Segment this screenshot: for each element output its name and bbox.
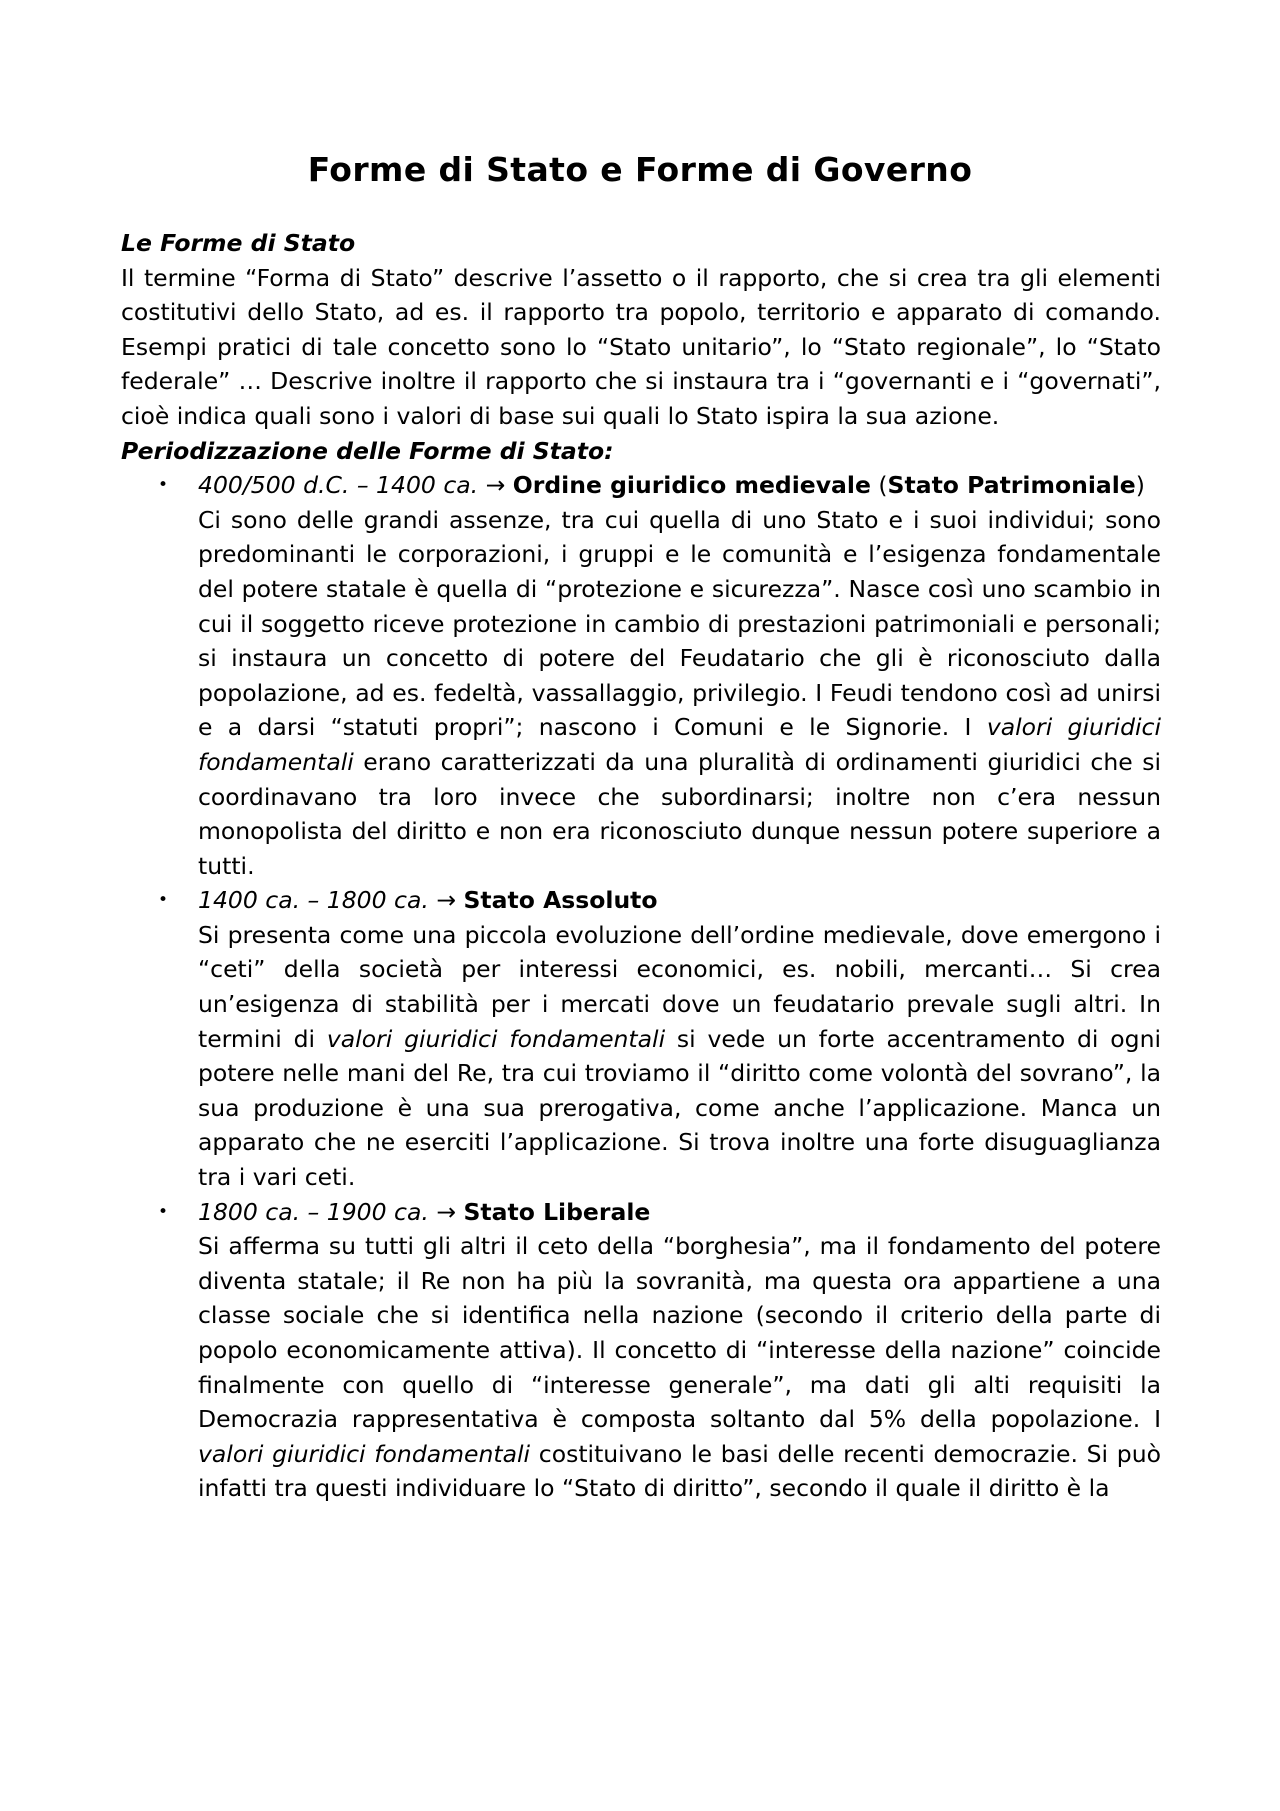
list-item xyxy=(121,1195,1161,1506)
description-text: Ci sono delle grandi assenze, tra cui quella di uno Stato e i suoi individui; sono predominanti le corporazioni, i gruppi e le comunità e l’esigenza fondamentale del potere statale è quella di “protezione e sicurezza”. Nasce così uno scambio in cui il soggetto riceve protezione in cambio di prestazioni patrimoniali e personali; si instaura un concetto di potere del Feudatario che gli è riconosciuto dalla popolazione, ad es. fedeltà, vassallaggio, privilegio. I Feudi tendono così ad unirsi e a darsi “statuti propri”; nascono i Comuni e le Signorie. I xyxy=(198,505,1161,742)
description-text: Si afferma su tutti gli altri il ceto della “borghesia”, ma il fondamento del potere diventa statale; il Re non ha più la sovranità, ma questa ora appartiene a una classe sociale che si identifica nella nazione (secondo il criterio della parte di popolo economicamente attiva). Il concetto di “interesse della nazione” coincide finalmente con quello di “interesse generale”, ma dati gli alti requisiti la Democrazia rappresentativa è composta soltanto dal 5% della popolazione. I xyxy=(198,1232,1161,1434)
paren-close: ) xyxy=(1135,471,1145,500)
emphasis-text: valori giuridici fondamentali xyxy=(326,1024,666,1053)
period-dates: 400/500 d.C. – 1400 ca. xyxy=(198,471,479,500)
bullet-icon: • xyxy=(158,1201,169,1222)
form-of-state-name: Stato Assoluto xyxy=(463,886,658,915)
emphasis-text: valori giuridici fondamentali xyxy=(198,1439,531,1468)
section-heading-periodizzazione: Periodizzazione delle Forme di Stato: xyxy=(121,436,614,465)
period-description xyxy=(198,918,1161,1195)
period-heading xyxy=(198,468,1161,503)
list-item xyxy=(121,883,1161,1194)
list-item xyxy=(121,468,1161,883)
period-description xyxy=(198,503,1161,884)
emphasis-text: valori giuridici fondamentali xyxy=(198,713,1161,776)
period-description xyxy=(198,1229,1161,1506)
description-text: Si presenta come una piccola evoluzione dell’ordine medievale, dove emergono i “ceti” della società per interessi economici, es. nobili, mercanti… Si crea un’esigenza di stabilità per i mercati dove un feudatario prevale sugli altri. In termini di xyxy=(198,920,1161,1053)
paren-open: ( xyxy=(878,471,888,500)
description-text: si vede un forte accentramento di ogni potere nelle mani del Re, tra cui troviamo il “diritto come volontà del sovrano”, la sua produzione è una sua prerogativa, come anche l’applicazione. Manca un apparato che ne eserciti l’applicazione. Si trova inoltre una forte disuguaglianza tra i vari ceti. xyxy=(198,1024,1161,1192)
periodization-list xyxy=(121,468,1161,1506)
description-text: erano caratterizzati da una pluralità di ordinamenti giuridici che si coordinavano tra loro invece che subordinarsi; inoltre non c’era nessun monopolista del diritto e non era riconosciuto dunque nessun potere superiore a tutti. xyxy=(198,747,1161,880)
arrow-icon: → xyxy=(436,1197,457,1226)
section-heading-forme-di-stato: Le Forme di Stato xyxy=(121,229,356,257)
description-text: costituivano le basi delle recenti democrazie. Si può infatti tra questi individuare lo “Stato di diritto”, secondo il quale il diritto è la xyxy=(198,1439,1161,1503)
document-title: Forme di Stato e Forme di Governo xyxy=(307,150,973,189)
bullet-icon: • xyxy=(158,475,169,496)
form-of-state-name: Stato Liberale xyxy=(463,1197,651,1226)
intro-paragraph: Il termine “Forma di Stato” descrive l’assetto o il rapporto, che si crea tra gli elementi costitutivi dello Stato, ad es. il rapporto tra popolo, territorio e apparato di comando. Esempi pratici di tale concetto sono lo “Stato unitario”, lo “Stato regionale”, lo “Stato federale” … Descrive inoltre il rapporto che si instaura tra i “governanti e i “governati”, cioè indica quali sono i valori di base sui quali lo Stato ispira la sua azione. xyxy=(121,263,1161,430)
document-body xyxy=(121,226,1161,1506)
period-dates: 1400 ca. – 1800 ca. xyxy=(198,886,429,915)
period-dates: 1800 ca. – 1900 ca. xyxy=(198,1197,429,1226)
arrow-icon: → xyxy=(485,471,506,500)
bullet-icon: • xyxy=(158,890,169,911)
arrow-icon: → xyxy=(436,886,457,915)
form-qualifier: Stato Patrimoniale xyxy=(887,471,1136,500)
period-heading xyxy=(198,883,1161,918)
period-heading xyxy=(198,1195,1161,1230)
form-of-state-name: Ordine giuridico medievale xyxy=(512,471,871,500)
